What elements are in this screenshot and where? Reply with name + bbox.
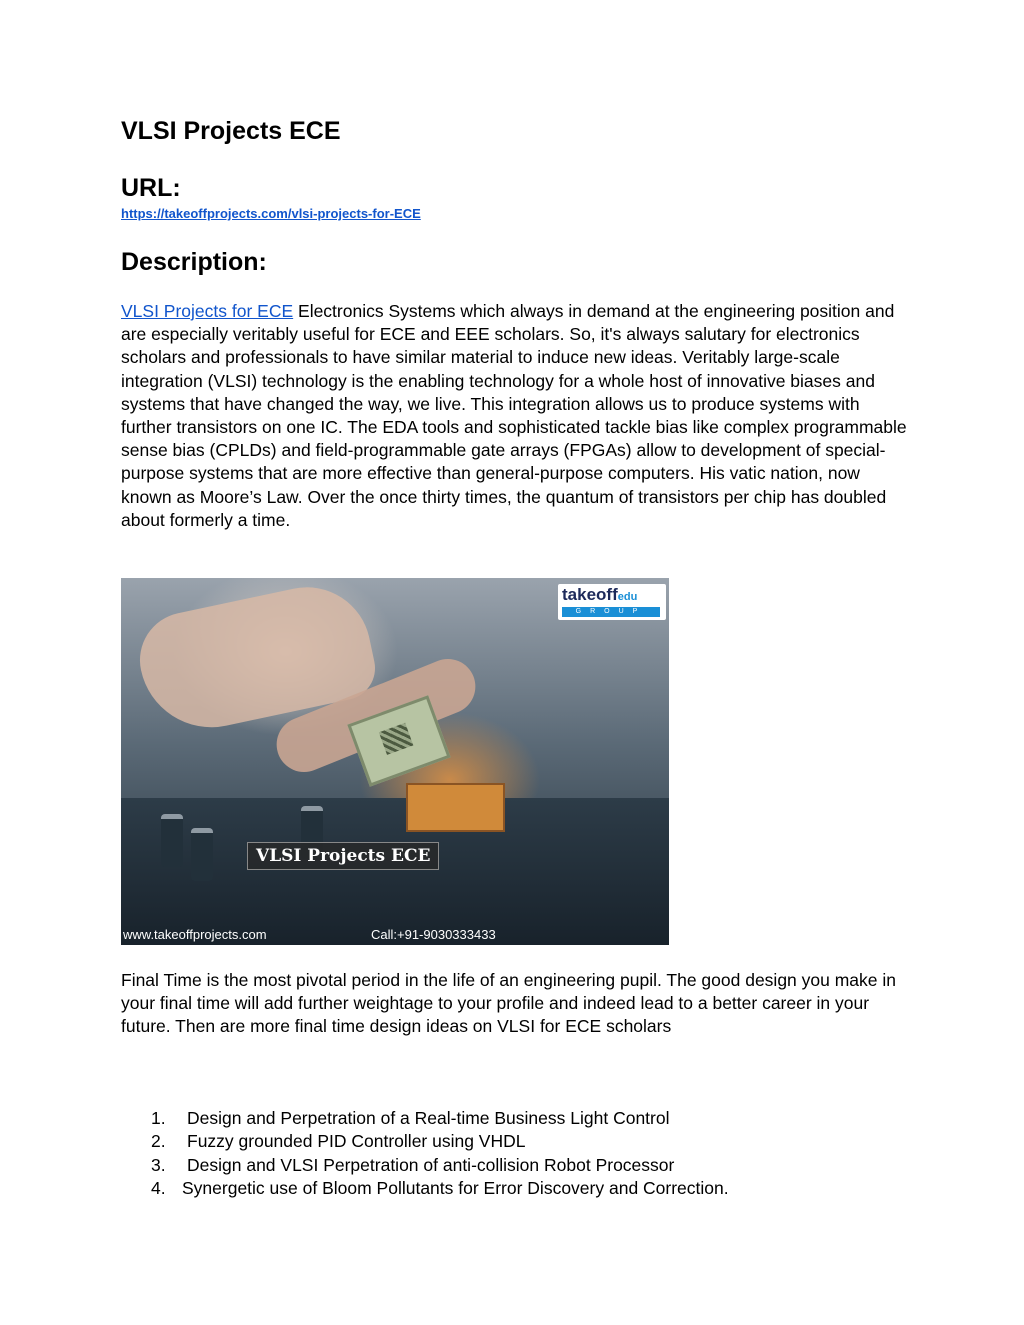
list-number: 1. (151, 1108, 166, 1128)
image-badge: VLSI Projects ECE (247, 842, 439, 870)
list-number: 4. (151, 1178, 166, 1199)
list-item (121, 1177, 729, 1200)
list-text: Fuzzy grounded PID Controller using VHDL (187, 1131, 526, 1152)
image-call: Call:+91-9030333433 (371, 927, 496, 942)
capacitor-icon (161, 814, 183, 867)
url-link[interactable]: https://takeoffprojects.com/vlsi-projects-for-ECE (121, 206, 421, 221)
list-text: Synergetic use of Bloom Pollutants for Error Discovery and Correction. (182, 1178, 729, 1199)
list-item (121, 1107, 729, 1130)
logo-main-text: takeoff (562, 585, 618, 604)
list-text: Design and Perpetration of a Real-time Business Light Control (187, 1108, 670, 1128)
image-website: www.takeoffprojects.com (123, 927, 267, 942)
logo-edu-text: edu (617, 591, 638, 603)
vlsi-hero-image (121, 578, 669, 945)
takeoff-logo (558, 584, 666, 620)
description-heading: Description: (121, 248, 267, 276)
page-title: VLSI Projects ECE (121, 117, 341, 145)
logo-group-text: GROUP (562, 607, 660, 617)
list-text: Design and VLSI Perpetration of anti-collision Robot Processor (187, 1154, 675, 1175)
list-item (121, 1154, 729, 1177)
final-time-paragraph: Final Time is the most pivotal period in the life of an engineering pupil. The good design you make in your final time will add further weightage to your profile and indeed lead to a better career in your future. Then are more final time design ideas on VLSI for ECE scholars (121, 970, 896, 1037)
url-heading: URL: (121, 174, 181, 202)
vlsi-projects-link[interactable]: VLSI Projects for ECE (121, 301, 294, 321)
description-text: Electronics Systems which always in demand at the engineering position and are especially veritably useful for ECE and EEE scholars. So, it's always salutary for electronics scholars and professionals to have similar material to induce new ideas. Veritably large-scale integration (VLSI) technology is the enabling technology for a whole host of innovative biases and systems that have changed the way, we live. This integration allows us to produce systems with further transistors on one IC. The EDA tools and sophisticated tackle bias like complex programmable sense bias (CPLDs) and field-programmable gate arrays (FPGAs) allow to development of special-purpose systems that are more effective than general-purpose computers. His vatic nation, now known as Moore’s Law. Over the once thirty times, the quantum of transistors per chip has doubled about formerly a time. (121, 301, 907, 530)
description-paragraph (121, 300, 911, 532)
list-number: 3. (151, 1154, 166, 1175)
ideas-list (121, 1107, 729, 1201)
list-number: 2. (151, 1131, 166, 1152)
cpu-socket (406, 783, 505, 832)
capacitor-icon (191, 828, 213, 881)
list-item (121, 1130, 729, 1153)
